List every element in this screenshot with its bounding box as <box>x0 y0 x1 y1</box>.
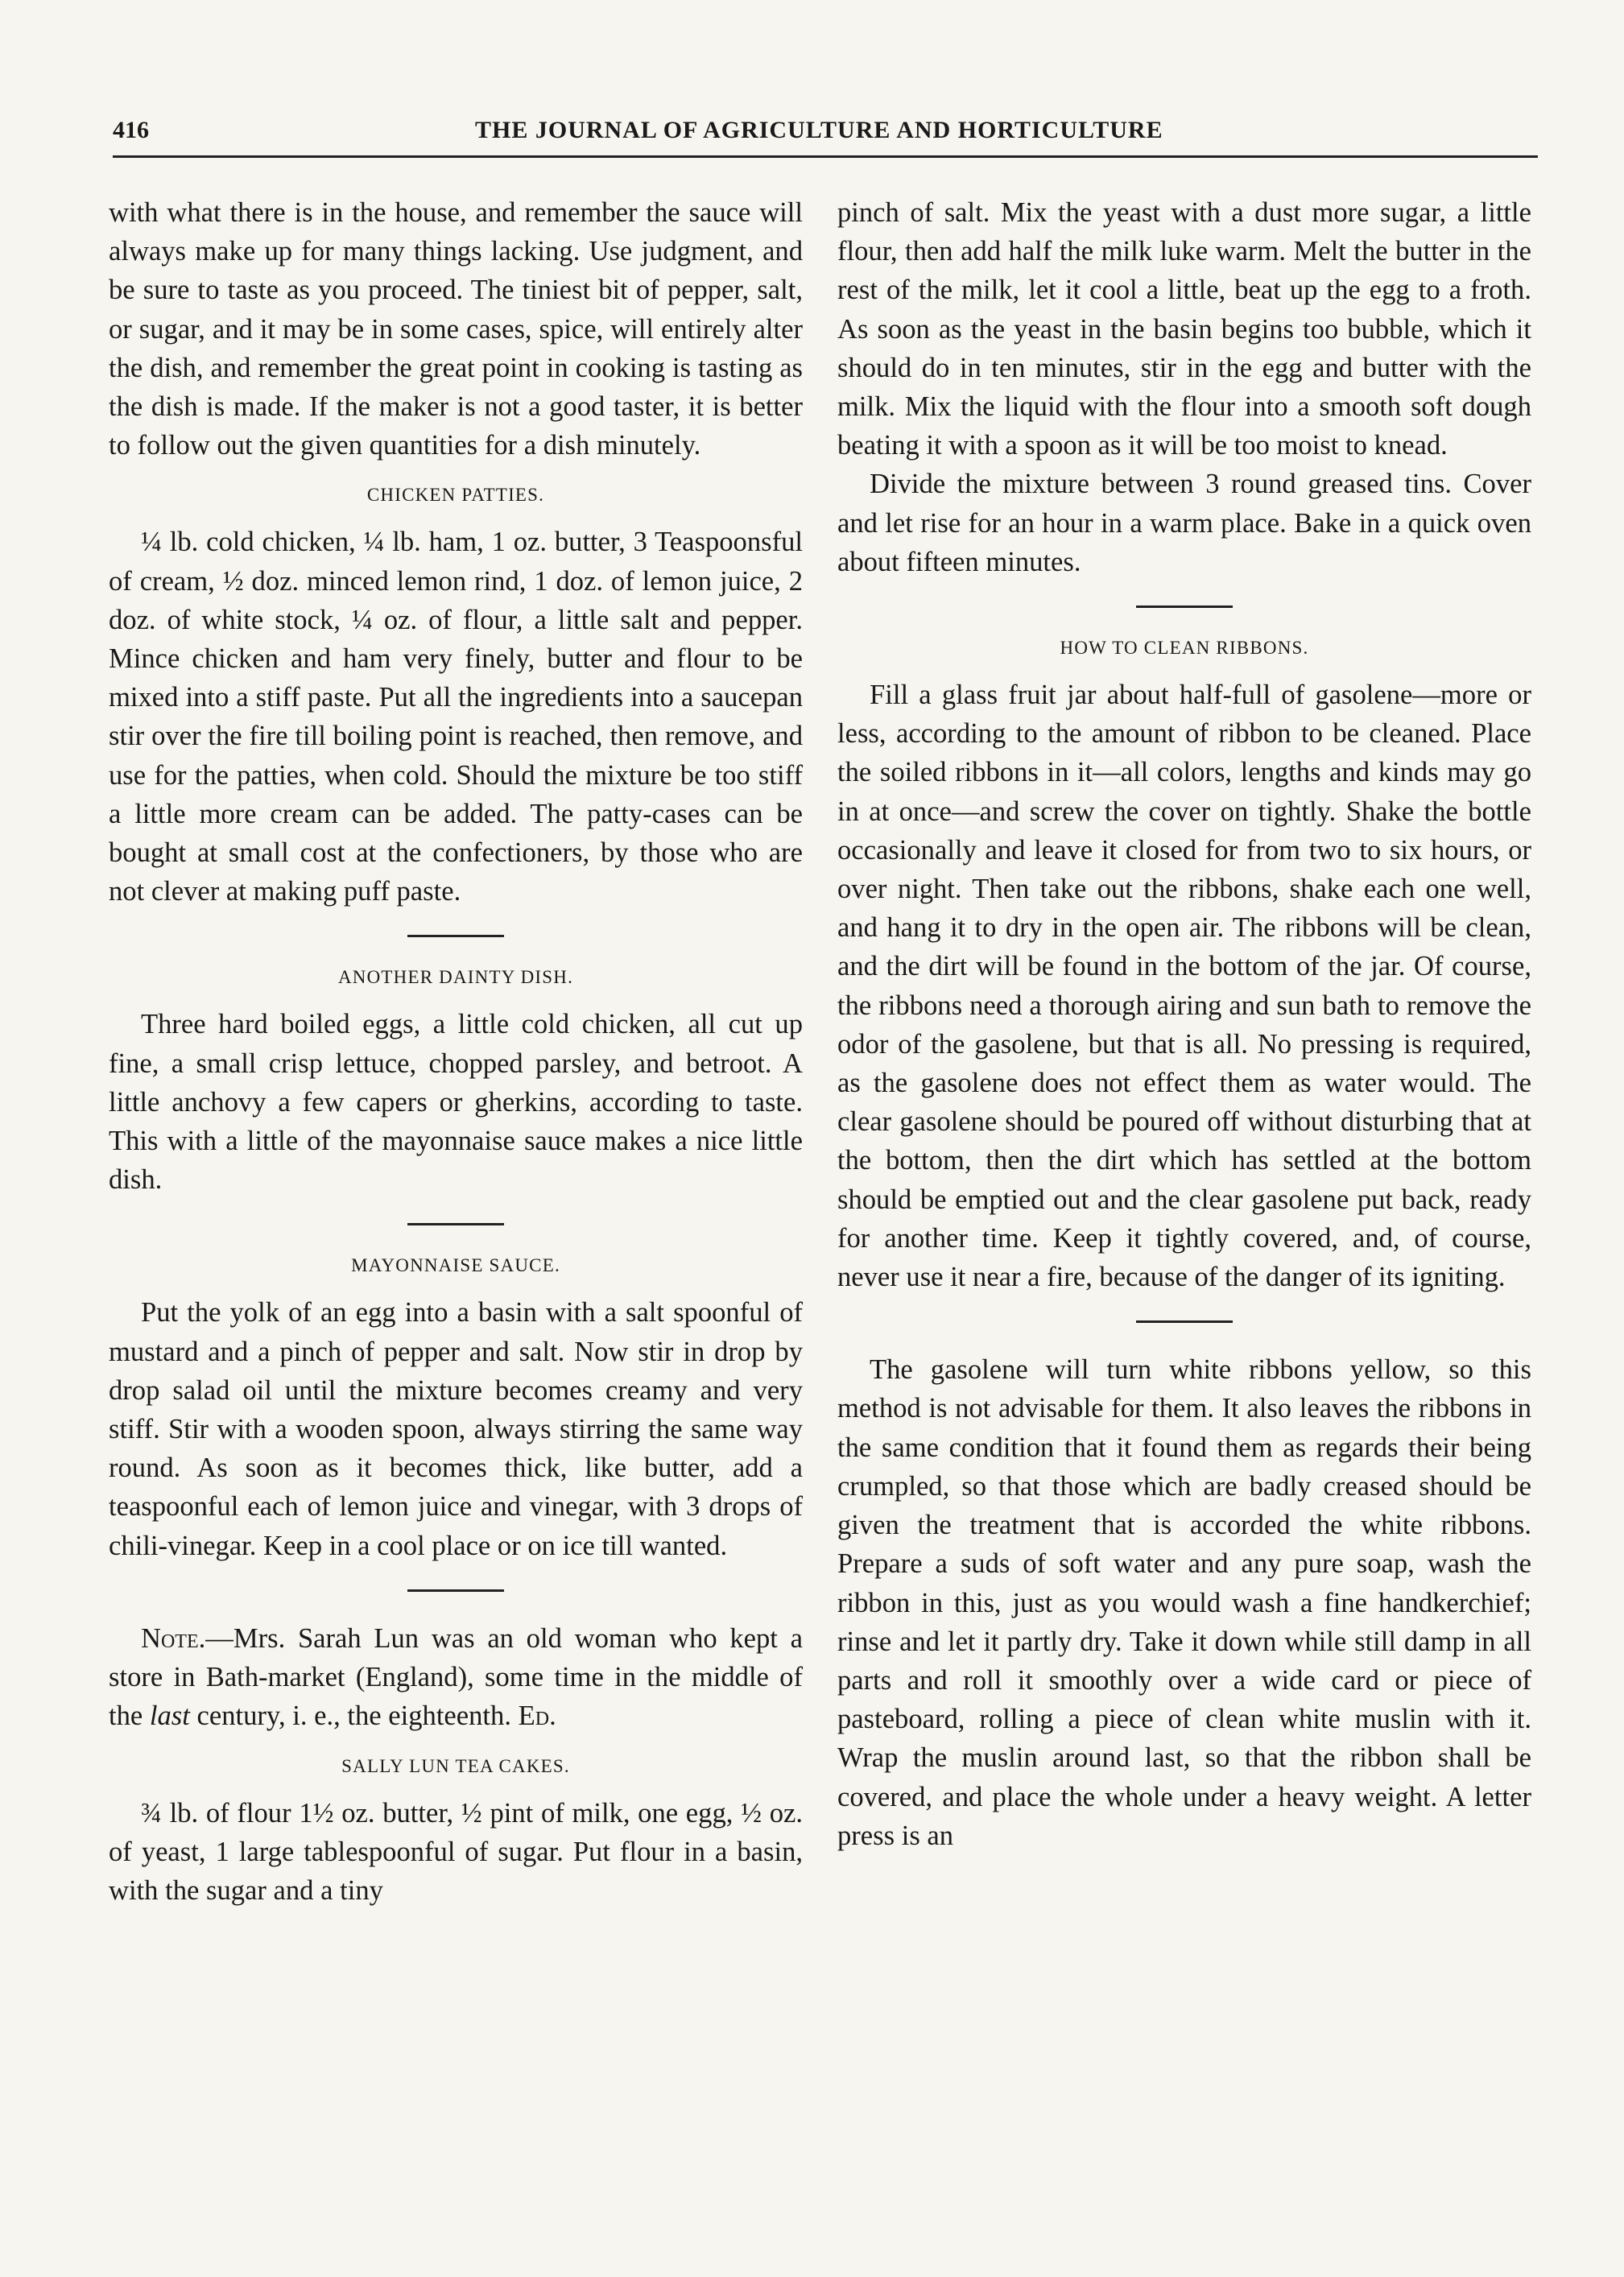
dainty-dish-text: Three hard boiled eggs, a little cold chicken, all cut up fine, a small crisp lettuce, chopped parsley, and betroot. A little anchovy a few capers or gherkins, according to taste. This with a little of the mayonnaise sauce makes a nice little dish. <box>109 1009 803 1196</box>
mayonnaise-text: Put the yolk of an egg into a basin with a salt spoonful of mustard and a pinch of pepper and salt. Now stir in drop by drop salad oil until the mixture becomes creamy and very stiff. Stir with a wooden spoon, always stirring the same way round. As soon as it becomes thick, like butter, add a teaspoonful each of lemon juice and vinegar, with 3 drops of chili-vinegar. Keep in a cool place or on ice till wanted. <box>109 1297 803 1561</box>
intro-paragraph: with what there is in the house, and remember the sauce will always make up for many things lacking. Use judgment, and be sure to taste as you proceed. The tiniest bit of pepper, salt, or sugar, and it may be in some cases, spice, will entirely alter the dish, and remember the great point in cooking is tasting as the dish is made. If the maker is not a good taster, it is better to follow out the given quantities for a dish minutely. <box>109 197 803 461</box>
sally-lun-heading: SALLY LUN TEA CAKES. <box>341 1755 570 1776</box>
journal-title: THE JOURNAL OF AGRICULTURE AND HORTICULTURE <box>475 117 1163 143</box>
note-ed: Ed. <box>518 1701 556 1732</box>
dainty-dish-heading: ANOTHER DAINTY DISH. <box>337 967 574 988</box>
section-divider <box>407 935 504 937</box>
section-divider <box>1136 605 1233 608</box>
note-text-1: —Mrs. Sarah Lun was an old woman who kept a store in Bath-market (England), some time in the middle of the <box>109 1622 803 1732</box>
sally-lun-continued: pinch of salt. Mix the yeast with a dust more sugar, a little flour, then add half the milk luke warm. Melt the butter in the rest of the milk, let it cool a little, beat up the egg to a froth. As soon as the yeast in the basin begins too bubble, which it should do in ten minutes, stir in the egg and butter with the milk. Mix the liquid with the flour into a smooth soft dough beating it with a spoon as it will be too moist to knead. <box>837 197 1531 461</box>
page-number: 416 <box>113 117 149 143</box>
section-divider <box>407 1589 504 1592</box>
page-header <box>113 117 1538 149</box>
section-divider <box>407 1223 504 1225</box>
note-last: last <box>149 1701 190 1732</box>
ribbons-heading: HOW TO CLEAN RIBBONS. <box>1060 638 1309 659</box>
ribbons-text: Fill a glass fruit jar about half-full of gasolene—more or less, according to the amount of ribbon to be cleaned. Place the soiled ribbons in it—all colors, lengths and kinds may go in at once—and screw the cover on tightly. Shake the bottle occasionally and leave it closed for from two to six hours, or over night. Then take out the ribbons, shake each one well, and hang it to dry in the open air. The ribbons will be clean, and the dirt will be found in the bottom of the jar. Of course, the ribbons need a thorough airing and sun bath to remove the odor of the gasolene, but that is all. No pressing is required, as the gasolene does not effect them as water would. The clear gasolene should be poured off without disturbing that at the bottom, then the dirt which has settled at the bottom should be emptied out and the clear gasolene put back, ready for another time. Keep it tightly covered, and, of course, never use it near a fire, because of the danger of its igniting. <box>837 680 1531 1293</box>
header-rule <box>113 155 1538 158</box>
chicken-patties-heading: CHICKEN PATTIES. <box>366 485 545 506</box>
chicken-patties-text: ¼ lb. cold chicken, ¼ lb. ham, 1 oz. butter, 3 Teaspoonsful of cream, ½ doz. minced lemon rind, 1 doz. of lemon juice, 2 doz. of white stock, ¼ oz. of flour, a little salt and pepper. Mince chicken and ham very finely, butter and flour to be mixed into a stiff paste. Put all the ingredients into a saucepan stir over the fire till boiling point is reached, then remove, and use for the patties, when cold. Should the mixture be too stiff a little more cream can be added. The patty-cases can be bought at small cost at the confectioners, by those who are not clever at making puff paste. <box>109 527 803 907</box>
section-divider <box>1136 1320 1233 1323</box>
right-column <box>837 193 1531 1855</box>
editor-note <box>109 1619 803 1736</box>
mayonnaise-heading: MAYONNAISE SAUCE. <box>351 1255 560 1276</box>
note-text-2: century, i. e., the eighteenth. <box>189 1701 519 1732</box>
sally-lun-text: ¾ lb. of flour 1½ oz. butter, ½ pint of milk, one egg, ½ oz. of yeast, 1 large tablespoonful of sugar. Put flour in a basin, with the sugar and a tiny <box>109 1797 803 1906</box>
sally-lun-divide: Divide the mixture between 3 round greased tins. Cover and let rise for an hour in a warm place. Bake in a quick oven about fifteen minutes. <box>837 469 1531 577</box>
white-ribbons-text: The gasolene will turn white ribbons yellow, so this method is not advisable for them. It also leaves the ribbons in the same condition that it found them as regards their being crumpled, so that those which are badly creased should be given the treatment that is accorded the white ribbons. Prepare a suds of soft water and any pure soap, wash the ribbon in this, just as you would wash a fine handkerchief; rinse and let it partly dry. Take it down while still damp in all parts and roll it smoothly over a wide card or piece of pasteboard, rolling a piece of clean white muslin with it. Wrap the muslin around last, so that the ribbon shall be covered, and place the whole under a heavy weight. A letter press is an <box>837 1354 1531 1851</box>
note-label: Note. <box>141 1622 206 1654</box>
left-column <box>109 193 803 1910</box>
